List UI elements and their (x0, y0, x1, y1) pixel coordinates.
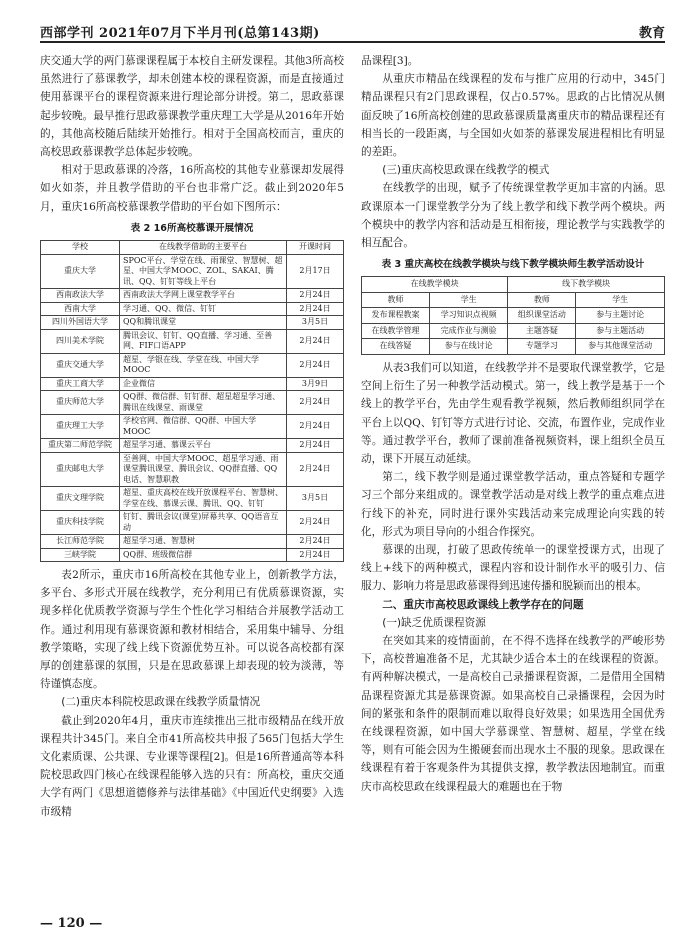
table-cell: 重庆工商大学 (41, 377, 120, 391)
table-cell: 完成作业与测验 (430, 323, 508, 339)
journal-title: 西部学刊 2021年07月下半月刊(总第143期) (40, 26, 320, 41)
right-column (361, 52, 665, 796)
activity-table (361, 276, 665, 355)
paragraph: 从表3我们可以知道，在线教学并不是要取代课堂教学，它是空间上衍生了另一种教学活动模式。第一，线上教学是基于一个线上的教学平台，先由学生观看教学视频，然后教师组织同学在平台上以QQ、钉钉等方式进行讨论、交流，布置作业，完成作业等。通过教学平台，教师了课前准备视频资料，课上组织全员互动，课下开展互动延续。 (361, 361, 665, 465)
table-cell: 超星学习通、智慧树 (120, 535, 287, 549)
table-cell: QQ群、微信群、钉钉群、超星超星学习通、腾讯在线课堂、雨课堂 (120, 391, 287, 415)
table-cell: 学习知识点视频 (430, 308, 508, 324)
paragraph: 截止到2020年4月，重庆市连续推出三批市级精品在线开放课程共计345门。来自全市41所高校共申报了565门包括大学生文化素质课、公共课、专业课等课程[2]。但是16所普通高等本科院校思政四门核心在线课程能够入选的只有：所高校，重庆交通大学有两门《思想道德修养与法律基础》《中国近代史纲要》入选市级精 (40, 714, 344, 818)
platform-table-body (41, 254, 344, 562)
table-cell: 3月5日 (287, 316, 344, 330)
table-cell: 3月9日 (287, 377, 344, 391)
table-cell: SPOC平台、学堂在线、雨课堂、智慧树、超星、中国大学MOOC、ZOL、SAKAI、腾讯、QQ、钉钉等线上平台 (120, 254, 287, 289)
table-row (41, 353, 344, 377)
table-cell: QQ群、班级微信群 (120, 548, 287, 562)
table-cell: 企业微信 (120, 377, 287, 391)
table-cell: 参与其他课堂活动 (576, 339, 665, 355)
group-header: 线下教学模块 (508, 277, 665, 293)
table-cell: 2月24日 (287, 452, 344, 487)
table-cell: 2月24日 (287, 511, 344, 535)
table-cell: 在线答疑 (362, 339, 430, 355)
table-caption: 表 3 重庆高校在线教学模块与线下教学模块师生教学活动设计 (381, 259, 645, 271)
table-cell: 腾讯会议、钉钉、QQ直播、学习通、至善网、FIF口语APP (120, 329, 287, 353)
table-caption: 表 2 16所高校慕课开展情况 (130, 222, 254, 234)
table-row (41, 511, 344, 535)
table-cell: 2月24日 (287, 439, 344, 453)
table-cell: 重庆科技学院 (41, 511, 120, 535)
paragraph: 在突如其来的疫情面前，在不得不选择在线教学的严峻形势下，高校普遍准备不足，尤其缺少适合本土的在线课程的资源。有两种解决模式，一是高校自己录播课程资源，二是借用全国精品课程资源尤其是慕课资源。如果高校自己录播课程，会因为时间的紧张和条件的限制而难以取得良好效果；如果选用全国优秀在线课程资源，如中国大学慕课堂、智慧树、超星，学堂在线等，则有可能会因为生搬硬套而出现水土不服的现象。思政课在线课程有着于客观条件为其提供支撑，教学教法因地制宜。而重庆市高校思政在线课程最大的难题也在于物 (361, 634, 665, 793)
column-header: 教师 (362, 292, 430, 308)
table-row (41, 452, 344, 487)
table-cell: 西南大学 (41, 302, 120, 316)
paragraph: 第二，线下教学则是通过课堂教学活动，重点答疑和专题学习三个部分来组成的。课堂教学活动是对线上教学的重点难点进行线下的补充，同时进行课外实践活动来完成理论向实践的转化，形式为项目导向的小组合作探究。 (361, 471, 665, 538)
table-row (41, 439, 344, 453)
table-cell: 参与在线讨论 (430, 339, 508, 355)
table3-header-row (362, 292, 665, 308)
column-header: 学校 (41, 241, 120, 255)
left-column (40, 52, 344, 821)
table-cell: 2月24日 (287, 329, 344, 353)
activity-table-body (362, 308, 665, 355)
table-cell: 至善网、中国大学MOOC、超星学习通、雨课堂腾讯课堂、腾讯会议、QQ群直播、QQ电话、智慧职教 (120, 452, 287, 487)
table-row (41, 377, 344, 391)
header-rule (40, 41, 665, 43)
table-cell: 2月24日 (287, 302, 344, 316)
table-cell: 参与主题讨论 (576, 308, 665, 324)
table-row (41, 289, 344, 303)
table-row (41, 535, 344, 549)
table-row (41, 316, 344, 330)
column-header: 学生 (576, 292, 665, 308)
paragraph: 表2所示，重庆市16所高校在其他专业上，创新教学方法，多平台、多形式开展在线教学，充分利用已有优质慕课资源，实现多样化优质教学资源与学生个性化学习相结合并展教学活动工作。通过利用现有慕课资源和教材相结合，采用集中辅导、分组教学策略，实现了线上线下资源优势互补。可以说各高校都有深厚的创建慕课的氛围，只是在思政慕课上却表现的较为淡薄，等待谨慎态度。 (40, 569, 344, 691)
table-row (41, 329, 344, 353)
table-cell: 重庆大学 (41, 254, 120, 289)
table-cell: 发布课程教案 (362, 308, 430, 324)
table-cell: 长江师范学院 (41, 535, 120, 549)
table-cell: 重庆师范大学 (41, 391, 120, 415)
table-cell: 3月5日 (287, 487, 344, 511)
table-cell: 2月17日 (287, 254, 344, 289)
table-cell: 学习通、QQ、微信、钉钉 (120, 302, 287, 316)
group-header: 在线教学模块 (362, 277, 508, 293)
paragraph: 在线教学的出现，赋予了传统课堂教学更加丰富的内涵。思政课原本一门课堂教学分为了线上教学和线下教学两个模块。两个模块中的教学内容和活动是互相衔接，理论教学与实践教学的相互配合。 (361, 182, 665, 250)
table-cell: 2月24日 (287, 415, 344, 439)
table-row (41, 487, 344, 511)
paragraph: 相对于思政慕课的冷落，16所高校的其他专业慕课却发展得如火如荼，并且教学借助的平台也非常广泛。截止到2020年5月，重庆16所高校慕课教学借助的平台如下图所示： (40, 164, 344, 213)
table-cell: 重庆邮电大学 (41, 452, 120, 487)
table-row (41, 548, 344, 562)
table-cell: 四川美术学院 (41, 329, 120, 353)
table-cell: 重庆文理学院 (41, 487, 120, 511)
paragraph: 品课程[3]。 (361, 55, 419, 67)
table-cell: 学校官网、微信群、QQ群、中国大学MOOC (120, 415, 287, 439)
table-cell: 西南政法大学网上课堂教学平台 (120, 289, 287, 303)
part-heading: 二、重庆市高校思政课线上教学存在的问题 (382, 598, 584, 611)
paragraph: 庆交通大学的两门慕课课程属于本校自主研发课程。其他3所高校虽然进行了慕课教学，却未创建本校的课程资源，而是直接通过使用慕课平台的课程资源来进行理论部分讲授。第二，思政慕课起步较晚。最早推行思政慕课教学重庆理工大学是从2016年开始的，其他高校随后陆续开始推行。相对于全国高校而言，重庆的高校思政慕课教学总体起步较晚。 (40, 55, 344, 159)
table-cell: 重庆理工大学 (41, 415, 120, 439)
section-heading: (三)重庆高校思政课在线教学的模式 (382, 164, 550, 177)
table-cell: 四川外国语大学 (41, 316, 120, 330)
table-header-row (41, 241, 344, 255)
table-cell: QQ和腾讯课堂 (120, 316, 287, 330)
table-row (362, 339, 665, 355)
section-heading: (二)重庆本科院校思政课在线教学质量情况 (61, 696, 261, 709)
page-header (40, 19, 665, 45)
table-cell: 组织课堂活动 (508, 308, 576, 324)
table-row (41, 415, 344, 439)
table-cell: 超星、重庆高校在线开放课程平台、智慧树、学堂在线、慕课云课、腾讯、QQ、钉钉 (120, 487, 287, 511)
table-row (362, 323, 665, 339)
paragraph: 从重庆市精品在线课程的发布与推广应用的行动中，345门精品课程只有2门思政课程，仅占0.57%。思政的占比情况从侧面反映了16所高校创建的思政慕课质量离重庆市的精品课程还有相当长的一段距离，与全国如火如荼的慕课发展进程相比有明显的差距。 (361, 73, 665, 159)
table-cell: 主题答疑 (508, 323, 576, 339)
column-header: 在线教学借助的主要平台 (120, 241, 287, 255)
paragraph: 慕课的出现，打破了思政传统单一的课堂授课方式，出现了线上+线下的两种模式，课程内容和设计制作水平的吸引力、信服力、影响力将是思政慕课得到迅速传播和脱颖而出的根本。 (361, 543, 665, 593)
table-cell: 重庆交通大学 (41, 353, 120, 377)
column-header: 教师 (508, 292, 576, 308)
column-header: 学生 (430, 292, 508, 308)
table-cell: 2月24日 (287, 548, 344, 562)
table-cell: 西南政法大学 (41, 289, 120, 303)
table-row (41, 254, 344, 289)
table-cell: 重庆第二师范学院 (41, 439, 120, 453)
table-row (41, 302, 344, 316)
platform-table (40, 240, 344, 562)
table-cell: 在线教学管理 (362, 323, 430, 339)
table-cell: 钉钉、腾讯会议(课堂)屏幕共享、QQ语音互动 (120, 511, 287, 535)
table-cell: 2月24日 (287, 391, 344, 415)
table-cell: 2月24日 (287, 535, 344, 549)
section-label: 教育 (638, 26, 665, 41)
table-cell: 三峡学院 (41, 548, 120, 562)
table-cell: 参与主题活动 (576, 323, 665, 339)
page-number: — 120 — (40, 916, 103, 931)
table-cell: 专题学习 (508, 339, 576, 355)
subsection-heading: (一)缺乏优质课程资源 (382, 616, 486, 629)
table-cell: 超星学习通、慕课云平台 (120, 439, 287, 453)
column-header: 开课时间 (287, 241, 344, 255)
table-cell: 超星、学银在线、学堂在线、中国大学MOOC (120, 353, 287, 377)
table-cell: 2月24日 (287, 353, 344, 377)
table-row (41, 391, 344, 415)
table-cell: 2月24日 (287, 289, 344, 303)
table-row (362, 308, 665, 324)
